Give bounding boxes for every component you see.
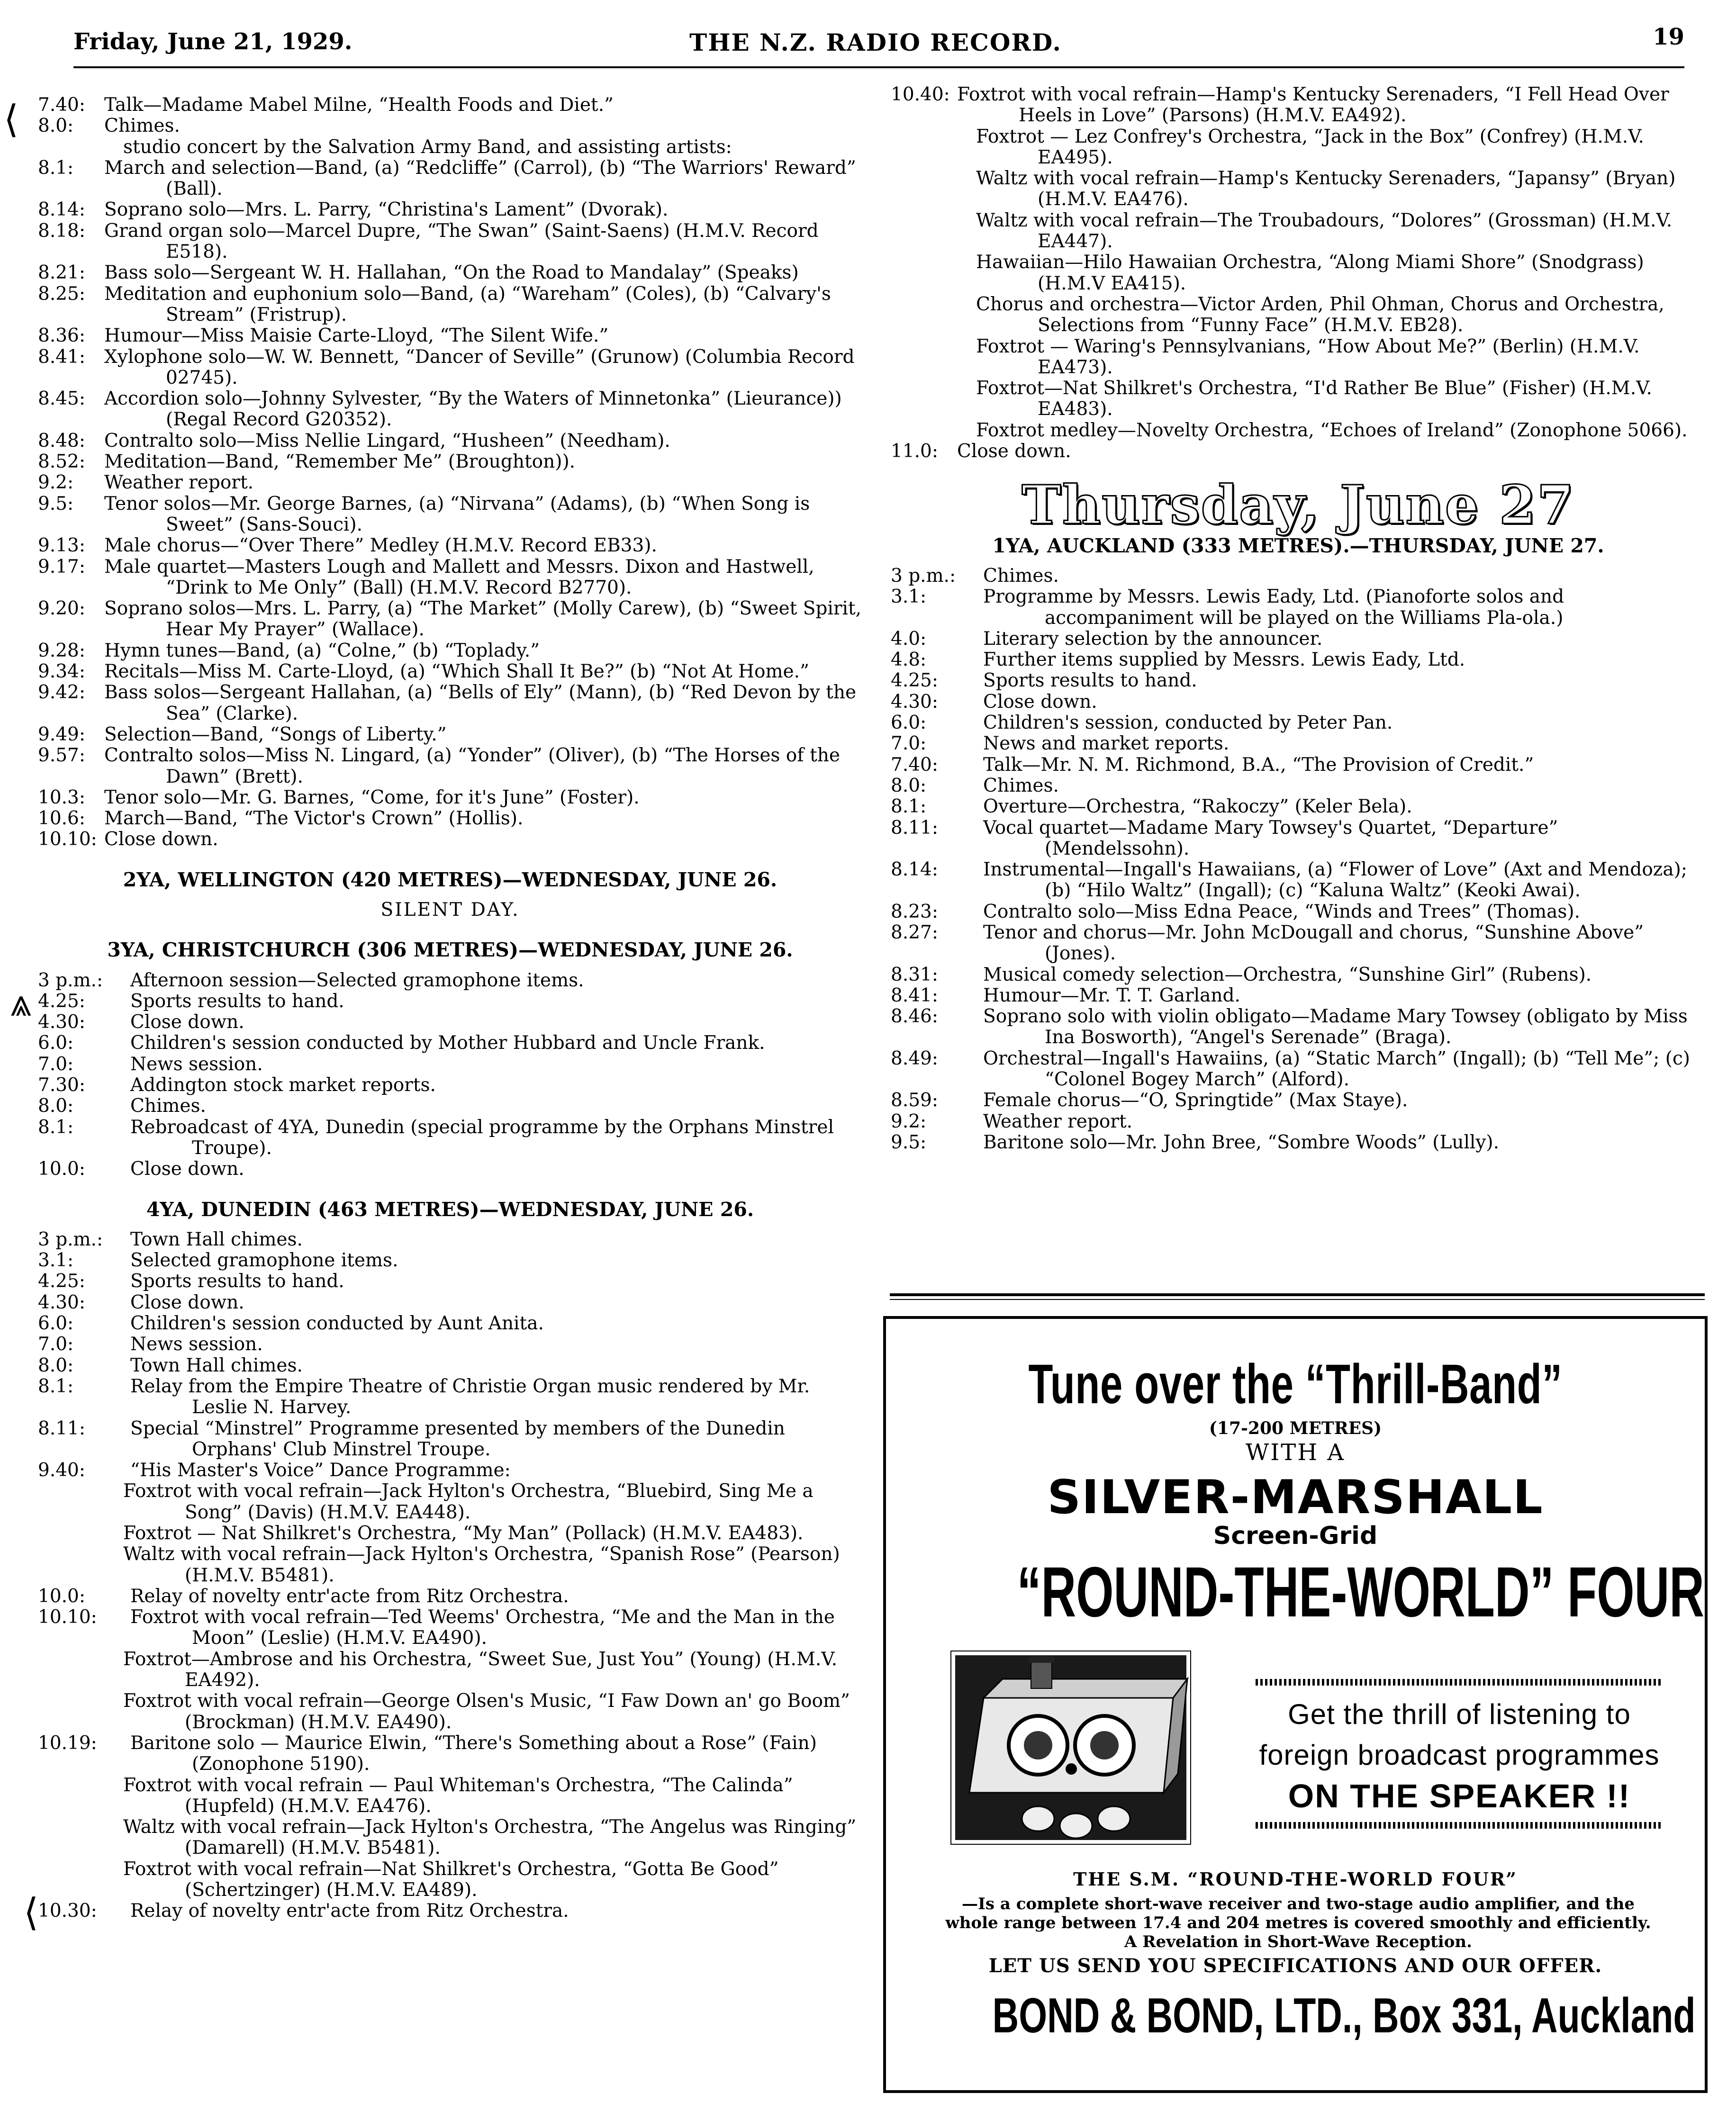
programme-time: 10.10: [38, 829, 97, 850]
programme-time: 4.30: [891, 691, 938, 713]
programme-description: Relay from the Empire Theatre of Christie Organ music rendered by Mr. Leslie N. Harvey. [130, 1375, 810, 1418]
programme-time: 7.0: [38, 1334, 74, 1355]
programme-entry [38, 745, 862, 787]
page-number: 19 [1653, 24, 1684, 50]
programme-description: Male chorus—“Over There” Medley (H.M.V. Record EB33). [104, 535, 657, 557]
masthead-rule [73, 66, 1684, 68]
programme-description: Chimes. [130, 1095, 206, 1117]
ad-metres: (17-200 METRES) [1209, 1418, 1382, 1438]
programme-description: March—Band, “The Victor's Crown” (Hollis). [104, 808, 524, 830]
programme-description: Programme by Messrs. Lewis Eady, Ltd. (Pianoforte solos and accompaniment will be played on the Williams Pla-ola.) [983, 586, 1564, 629]
programme-entry [38, 682, 862, 724]
programme-list-christchurch [38, 970, 862, 1180]
programme-description: Sports results to hand. [983, 670, 1197, 692]
programme-time: 4.8: [891, 649, 927, 671]
programme-time: 10.0: [38, 1585, 85, 1607]
programme-time: 9.17: [38, 556, 85, 577]
ad-screen-grid: Screen-Grid [1213, 1522, 1378, 1550]
programme-time: 7.40: [38, 94, 85, 116]
programme-entry [891, 1132, 1706, 1153]
programme-entry [38, 1334, 862, 1355]
programme-time: 8.59: [891, 1090, 938, 1111]
programme-time: 8.14: [891, 859, 938, 881]
programme-entry [891, 985, 1706, 1006]
programme-description: Weather report. [983, 1110, 1133, 1132]
programme-description: Waltz with vocal refrain—Jack Hylton's Orchestra, “Spanish Rose” (Pearson) (H.M.V. B5481). [123, 1543, 840, 1586]
programme-description: Town Hall chimes. [130, 1354, 303, 1376]
programme-time: 10.0: [38, 1158, 85, 1180]
left-column [38, 95, 862, 1922]
programme-time: 8.46: [891, 1006, 938, 1028]
programme-time: 10.19: [38, 1732, 97, 1754]
programme-entry [38, 1117, 862, 1159]
programme-entry [38, 199, 862, 220]
programme-description: Grand organ solo—Marcel Dupre, “The Swan” (Saint-Saens) (H.M.V. Record E518). [104, 220, 819, 263]
programme-description: Meditation and euphonium solo—Band, (a) “Wareham” (Coles), (b) “Calvary's Stream” (Fristrup). [104, 283, 831, 325]
ad-thrill-line-2: foreign broadcast programmes [1259, 1739, 1660, 1771]
programme-description: News session. [130, 1053, 263, 1075]
programme-time: 10.40: [891, 84, 950, 105]
programme-description: Foxtrot—Nat Shilkret's Orchestra, “I'd Rather Be Blue” (Fisher) (H.M.V. EA483). [976, 378, 1652, 420]
programme-time: 9.57: [38, 745, 85, 767]
programme-time: 9.42: [38, 682, 85, 704]
programme-time: 7.30: [38, 1074, 85, 1096]
programme-description: Relay of novelty entr'acte from Ritz Orchestra. [130, 1900, 569, 1922]
programme-time: 7.0: [38, 1053, 74, 1075]
programme-entry [38, 1544, 862, 1586]
margin-mark-icon: ⟨ [24, 1890, 39, 1934]
programme-time: 4.0: [891, 628, 927, 650]
programme-description: studio concert by the Salvation Army Band, and assisting artists: [123, 136, 732, 158]
programme-time: 8.45: [38, 388, 85, 410]
programme-description: Weather report. [104, 472, 254, 494]
ad-desc-line-3: A Revelation in Short-Wave Reception. [1124, 1932, 1472, 1951]
programme-entry [38, 1691, 862, 1733]
programme-time: 10.30: [38, 1900, 97, 1922]
programme-time: 11.0: [891, 441, 938, 462]
programme-time: 9.2: [38, 472, 74, 494]
programme-time: 8.11: [38, 1417, 85, 1439]
programme-entry [891, 692, 1706, 713]
programme-entry [38, 808, 862, 829]
programme-list-continued [891, 84, 1706, 462]
programme-description: Children's session conducted by Mother Hubbard and Uncle Frank. [130, 1032, 765, 1054]
programme-description: Musical comedy selection—Orchestra, “Sunshine Girl” (Rubens). [983, 964, 1592, 985]
programme-entry [891, 776, 1706, 796]
programme-entry [38, 535, 862, 556]
programme-time: 3 p.m.: [38, 1228, 103, 1250]
programme-time: 8.0: [38, 1354, 74, 1376]
programme-description: March and selection—Band, (a) “Redcliffe” (Carrol), (b) “The Warriors' Reward” (Ball). [104, 157, 856, 200]
programme-description: Foxtrot with vocal refrain—Jack Hylton's Orchestra, “Bluebird, Sing Me a Song” (Davis) (H.M.V. EA448). [123, 1480, 814, 1523]
programme-entry [38, 494, 862, 536]
programme-description: Close down. [104, 829, 218, 850]
programme-time: 7.0: [891, 733, 927, 755]
issue-date: Friday, June 21, 1929. [73, 28, 353, 55]
programme-entry [891, 252, 1706, 294]
programme-time: 3 p.m.: [38, 969, 103, 991]
programme-entry [891, 902, 1706, 922]
programme-entry [891, 629, 1706, 650]
programme-time: 8.31: [891, 964, 938, 985]
programme-description: Contralto solo—Miss Nellie Lingard, “Husheen” (Needham). [104, 430, 670, 451]
programme-description: Bass solo—Sergeant W. H. Hallahan, “On the Road to Mandalay” (Speaks) [104, 262, 799, 284]
margin-mark-icon: ⩓ [10, 981, 32, 1025]
masthead [73, 24, 1684, 66]
programme-time: 8.0: [38, 1095, 74, 1117]
programme-time: 8.1: [38, 1375, 74, 1397]
programme-entry [891, 670, 1706, 691]
programme-description: Hawaiian—Hilo Hawaiian Orchestra, “Along Miami Shore” (Snodgrass) (H.M.V EA415). [976, 252, 1644, 294]
programme-list-dunedin [38, 1229, 862, 1922]
ad-dotted-rule [1256, 1679, 1663, 1686]
programme-description: Humour—Miss Maisie Carte-Lloyd, “The Silent Wife.” [104, 325, 609, 347]
programme-description: Soprano solos—Mrs. L. Parry, (a) “The Market” (Molly Carew), (b) “Sweet Spirit, Hear My Prayer” (Wallace). [104, 598, 862, 641]
programme-description: Town Hall chimes. [130, 1228, 303, 1250]
programme-entry [891, 566, 1706, 586]
programme-time: 8.14: [38, 199, 85, 221]
silent-day-note: SILENT DAY. [380, 899, 520, 920]
programme-entry [38, 1376, 862, 1418]
programme-entry [891, 755, 1706, 776]
programme-entry [38, 347, 862, 389]
programme-entry [38, 1817, 862, 1859]
programme-entry [891, 650, 1706, 670]
programme-entry [38, 1159, 862, 1180]
programme-time: 4.30: [38, 1011, 85, 1033]
programme-entry [891, 210, 1706, 253]
programme-entry [38, 1901, 862, 1922]
programme-time: 10.6: [38, 808, 85, 830]
programme-entry [891, 859, 1706, 902]
programme-description: Selected gramophone items. [130, 1250, 398, 1272]
programme-description: Further items supplied by Messrs. Lewis Eady, Ltd. [983, 649, 1465, 671]
programme-entry [891, 336, 1706, 379]
programme-description: News and market reports. [983, 733, 1230, 755]
publication-title: THE N.Z. RADIO RECORD. [689, 28, 1062, 56]
ad-top-rule [890, 1293, 1705, 1296]
programme-description: Foxtrot with vocal refrain—Ted Weems' Orchestra, “Me and the Man in the Moon” (Leslie) (H.M.V. EA490). [130, 1606, 835, 1649]
programme-entry [38, 137, 862, 158]
programme-time: 8.1: [38, 157, 74, 179]
programme-description: Orchestral—Ingall's Hawaiins, (a) “Static March” (Ingall); (b) “Tell Me”; (c) “Colonel Bogey March” (Alford). [983, 1047, 1691, 1091]
programme-entry [38, 1523, 862, 1544]
programme-time: 8.23: [891, 901, 938, 922]
programme-description: Contralto solo—Miss Edna Peace, “Winds and Trees” (Thomas). [983, 901, 1581, 922]
programme-entry [38, 1012, 862, 1033]
programme-time: 8.48: [38, 430, 85, 451]
programme-entry [891, 420, 1706, 441]
programme-description: Humour—Mr. T. T. Garland. [983, 984, 1240, 1006]
programme-entry [38, 1859, 862, 1901]
programme-entry [38, 1418, 862, 1461]
programme-entry [891, 168, 1706, 210]
programme-description: Chimes. [983, 775, 1059, 796]
programme-entry [38, 116, 862, 136]
programme-description: Female chorus—“O, Springtide” (Max Staye). [983, 1090, 1408, 1111]
programme-description: Waltz with vocal refrain—Jack Hylton's Orchestra, “The Angelus was Ringing” (Damarell) (H.M.V. B5481). [123, 1816, 857, 1859]
programme-entry [891, 713, 1706, 733]
programme-entry [38, 1481, 862, 1523]
programme-time: 8.41: [38, 346, 85, 368]
programme-description: Tenor solo—Mr. G. Barnes, “Come, for it's June” (Foster). [104, 786, 640, 808]
programme-time: 3.1: [891, 586, 927, 608]
ad-top-rule-thin [890, 1299, 1705, 1300]
programme-entry [891, 586, 1706, 629]
programme-entry [38, 1096, 862, 1117]
programme-time: 8.21: [38, 262, 85, 284]
ad-with: WITH A [1245, 1439, 1346, 1466]
programme-time: 4.25: [38, 1271, 85, 1292]
programme-time: 9.34: [38, 661, 85, 683]
programme-description: Afternoon session—Selected gramophone items. [130, 969, 584, 991]
programme-time: 8.49: [891, 1047, 938, 1069]
programme-description: Recitals—Miss M. Carte-Lloyd, (a) “Which Shall It Be?” (b) “Not At Home.” [104, 661, 809, 683]
ad-sm-heading: THE S.M. “ROUND-THE-WORLD FOUR” [1073, 1868, 1518, 1890]
programme-entry [38, 1075, 862, 1096]
programme-entry [38, 284, 862, 326]
programme-entry [38, 325, 862, 346]
programme-entry [38, 1649, 862, 1691]
programme-time: 9.40: [38, 1460, 85, 1481]
programme-description: Soprano solo—Mrs. L. Parry, “Christina's Lament” (Dvorak). [104, 199, 669, 221]
programme-time: 8.1: [891, 796, 927, 818]
programme-description: Addington stock market reports. [130, 1074, 436, 1096]
programme-entry [38, 221, 862, 263]
programme-entry [38, 431, 862, 451]
programme-list-auckland [891, 566, 1706, 1153]
programme-entry [38, 1292, 862, 1313]
programme-description: Tenor and chorus—Mr. John McDougall and chorus, “Sunshine Above” (Jones). [983, 921, 1644, 965]
programme-entry [891, 733, 1706, 754]
programme-entry [38, 641, 862, 661]
ad-product-name: “ROUND-THE-WORLD” FOUR [1017, 1552, 1704, 1632]
programme-description: Children's session, conducted by Peter Pan. [983, 712, 1393, 734]
ad-dotted-rule [1256, 1822, 1663, 1829]
programme-time: 8.1: [38, 1116, 74, 1138]
programme-description: Tenor solos—Mr. George Barnes, (a) “Nirvana” (Adams), (b) “When Song is Sweet” (Sans-Souci). [104, 493, 810, 535]
programme-description: News session. [130, 1334, 263, 1355]
programme-time: 9.20: [38, 598, 85, 620]
ad-thrill-line-3: ON THE SPEAKER !! [1288, 1777, 1631, 1814]
programme-time: 9.2: [891, 1110, 927, 1132]
programme-description: Sports results to hand. [130, 990, 344, 1012]
programme-description: Children's session conducted by Aunt Anita. [130, 1313, 544, 1335]
programme-entry [891, 1090, 1706, 1111]
programme-time: 6.0: [38, 1032, 74, 1054]
programme-entry [891, 818, 1706, 860]
programme-entry [38, 557, 862, 599]
margin-mark-icon: ⟨ [4, 97, 19, 141]
programme-time: 8.36: [38, 325, 85, 347]
ad-description [929, 1894, 1668, 1951]
programme-description: Talk—Madame Mabel Milne, “Health Foods and Diet.” [104, 94, 614, 116]
programme-description: Close down. [130, 1011, 244, 1033]
programme-description: Bass solos—Sergeant Hallahan, (a) “Bells of Ely” (Mann), (b) “Red Devon by the Sea” (Clarke). [104, 682, 857, 724]
ad-desc-line-1: —Is a complete short-wave receiver and two-stage audio amplifier, and the [961, 1894, 1635, 1913]
programme-description: Talk—Mr. N. M. Richmond, B.A., “The Provision of Credit.” [983, 754, 1534, 776]
programme-time: 9.5: [891, 1131, 927, 1153]
programme-entry [891, 1006, 1706, 1048]
programme-entry [38, 724, 862, 745]
programme-entry [891, 1048, 1706, 1091]
programme-description: Soprano solo with violin obligato—Madame Mary Towsey (obligato by Miss Ina Bosworth), “Angel's Serenade” (Braga). [983, 1006, 1688, 1048]
programme-time: 8.27: [891, 921, 938, 943]
programme-time: 10.3: [38, 786, 85, 808]
programme-entry [38, 1033, 862, 1054]
programme-time: 8.11: [891, 817, 938, 839]
programme-entry [38, 1229, 862, 1250]
programme-entry [891, 84, 1706, 126]
programme-entry [38, 262, 862, 283]
ad-advertiser: BOND & BOND, LTD., Box 331, Auckland [992, 1988, 1696, 2043]
programme-description: Close down. [130, 1158, 244, 1180]
section-heading-wellington: 2YA, WELLINGTON (420 METRES)—WEDNESDAY, JUNE 26. [123, 868, 778, 891]
programme-entry [891, 965, 1706, 985]
programme-entry [38, 158, 862, 200]
programme-description: Close down. [983, 691, 1097, 713]
programme-description: Foxtrot medley—Novelty Orchestra, “Echoes of Ireland” (Zonophone 5066). [976, 419, 1688, 441]
programme-description: Foxtrot with vocal refrain—George Olsen's Music, “I Faw Down an' go Boom” (Brockman) (H.M.V. EA490). [123, 1690, 850, 1733]
programme-entry [38, 970, 862, 991]
programme-entry [891, 922, 1706, 965]
programme-time: 8.41: [891, 984, 938, 1006]
right-column [891, 84, 1706, 1153]
programme-time: 7.40: [891, 754, 938, 776]
programme-description: “His Master's Voice” Dance Programme: [130, 1460, 511, 1481]
programme-entry [38, 787, 862, 808]
programme-description: Relay of novelty entr'acte from Ritz Orchestra. [130, 1585, 569, 1607]
programme-time: 4.25: [891, 670, 938, 692]
ad-brand: SILVER-MARSHALL [1047, 1470, 1544, 1525]
programme-time: 4.25: [38, 990, 85, 1012]
programme-entry [38, 472, 862, 493]
ad-headline: Tune over the “Thrill-Band” [1028, 1353, 1563, 1416]
programme-entry [38, 598, 862, 641]
programme-description: Foxtrot with vocal refrain—Hamp's Kentucky Serenaders, “I Fell Head Over Heels in Love” (Parsons) (H.M.V. EA492). [957, 84, 1669, 126]
programme-entry [38, 1313, 862, 1334]
programme-description: Male quartet—Masters Lough and Mallett and Messrs. Dixon and Hastwell, “Drink to Me Only” (Ball) (H.M.V. Record B2770). [104, 556, 814, 598]
programme-description: Xylophone solo—W. W. Bennett, “Dancer of Seville” (Grunow) (Columbia Record 02745). [104, 346, 855, 388]
programme-description: Foxtrot with vocal refrain — Paul Whiteman's Orchestra, “The Calinda” (Hupfeld) (H.M.V. EA476). [123, 1774, 793, 1817]
section-heading-auckland: 1YA, AUCKLAND (333 METRES).—THURSDAY, JUNE 27. [992, 534, 1604, 557]
programme-description: Hymn tunes—Band, (a) “Colne,” (b) “Toplady.” [104, 640, 540, 661]
programme-entry [38, 661, 862, 682]
programme-entry [891, 1111, 1706, 1132]
programme-description: Baritone solo — Maurice Elwin, “There's Something about a Rose” (Fain) (Zonophone 5190). [130, 1732, 817, 1775]
programme-entry [38, 1607, 862, 1649]
programme-description: Baritone solo—Mr. John Bree, “Sombre Woods” (Lully). [983, 1131, 1500, 1153]
programme-entry [38, 1054, 862, 1075]
programme-description: Chimes. [983, 565, 1059, 586]
programme-time: 9.5: [38, 493, 74, 514]
programme-description: Selection—Band, “Songs of Liberty.” [104, 723, 447, 745]
programme-description: Vocal quartet—Madame Mary Towsey's Quartet, “Departure” (Mendelssohn). [983, 817, 1558, 859]
programme-time: 6.0: [891, 712, 927, 734]
programme-description: Rebroadcast of 4YA, Dunedin (special programme by the Orphans Minstrel Troupe). [130, 1116, 834, 1159]
programme-description: Foxtrot — Lez Confrey's Orchestra, “Jack in the Box” (Confrey) (H.M.V. EA495). [976, 126, 1644, 168]
programme-description: Foxtrot—Ambrose and his Orchestra, “Sweet Sue, Just You” (Young) (H.M.V. EA492). [123, 1648, 838, 1691]
programme-description: Chorus and orchestra—Victor Arden, Phil Ohman, Chorus and Orchestra, Selections from “Funny Face” (H.M.V. EB28). [976, 293, 1664, 336]
programme-entry [38, 829, 862, 850]
programme-entry [38, 991, 862, 1012]
programme-description: Foxtrot with vocal refrain—Nat Shilkret's Orchestra, “Gotta Be Good” (Schertzinger) (H.M.V. EA489). [123, 1858, 779, 1901]
programme-time: 8.0: [38, 115, 74, 137]
programme-time: 4.30: [38, 1291, 85, 1313]
programme-entry [38, 451, 862, 472]
programme-description: Special “Minstrel” Programme presented by members of the Dunedin Orphans' Club Minstrel Troupe. [130, 1417, 785, 1460]
programme-description: Meditation—Band, “Remember Me” (Broughton)). [104, 451, 576, 473]
programme-entry [38, 1733, 862, 1775]
programme-entry [38, 1460, 862, 1481]
programme-description: Foxtrot — Nat Shilkret's Orchestra, “My Man” (Pollack) (H.M.V. EA483). [123, 1523, 804, 1544]
programme-list-top [38, 95, 862, 850]
programme-time: 3 p.m.: [891, 565, 956, 586]
section-heading-christchurch: 3YA, CHRISTCHURCH (306 METRES)—WEDNESDAY, JUNE 26. [107, 938, 793, 962]
programme-description: Accordion solo—Johnny Sylvester, “By the Waters of Minnetonka” (Lieurance)) (Regal Record G20352). [104, 388, 842, 431]
programme-time: 6.0: [38, 1313, 74, 1335]
programme-entry [38, 1271, 862, 1292]
programme-entry [38, 1586, 862, 1607]
programme-time: 8.0: [891, 775, 927, 796]
programme-time: 3.1: [38, 1250, 74, 1272]
programme-time: 9.28: [38, 640, 85, 661]
programme-description: Chimes. [104, 115, 180, 137]
programme-description: Waltz with vocal refrain—The Troubadours, “Dolores” (Grossman) (H.M.V. EA447). [976, 209, 1673, 253]
section-heading-dunedin: 4YA, DUNEDIN (463 METRES)—WEDNESDAY, JUNE 26. [146, 1198, 754, 1221]
ad-desc-line-2: whole range between 17.4 and 204 metres is covered smoothly and efficiently. [945, 1913, 1651, 1932]
programme-description: Close down. [957, 441, 1071, 462]
programme-entry [38, 1355, 862, 1376]
programme-time: 8.25: [38, 283, 85, 305]
programme-description: Waltz with vocal refrain—Hamp's Kentucky Serenaders, “Japansy” (Bryan) (H.M.V. EA476). [976, 168, 1676, 210]
programme-entry [891, 441, 1706, 462]
programme-description: Sports results to hand. [130, 1271, 344, 1292]
programme-time: 8.52: [38, 451, 85, 473]
programme-entry [891, 796, 1706, 817]
programme-time: 9.49: [38, 723, 85, 745]
programme-time: 9.13: [38, 535, 85, 557]
radio-receiver-icon [950, 1651, 1191, 1845]
day-heading-thursday: Thursday, June 27 [1022, 474, 1575, 537]
programme-entry [38, 1775, 862, 1817]
programme-description: Foxtrot — Waring's Pennsylvanians, “How About Me?” (Berlin) (H.M.V. EA473). [976, 335, 1640, 378]
programme-description: Literary selection by the announcer. [983, 628, 1323, 650]
programme-time: 8.18: [38, 220, 85, 242]
ad-thrill-line-1: Get the thrill of listening to [1288, 1698, 1631, 1730]
programme-description: Overture—Orchestra, “Rakoczy” (Keler Bela). [983, 796, 1412, 818]
programme-description: Close down. [130, 1291, 244, 1313]
programme-description: Contralto solos—Miss N. Lingard, (a) “Yonder” (Oliver), (b) “The Horses of the Dawn” (Brett). [104, 745, 840, 787]
programme-time: 10.10: [38, 1606, 97, 1628]
programme-entry [38, 1250, 862, 1271]
programme-entry [891, 126, 1706, 169]
ad-call-to-action: LET US SEND YOU SPECIFICATIONS AND OUR OFFER. [988, 1955, 1602, 1977]
ad-thrill-text [1246, 1694, 1673, 1816]
programme-entry [38, 388, 862, 431]
programme-entry [891, 294, 1706, 336]
silver-marshall-advertisement [883, 1316, 1708, 2093]
programme-entry [38, 95, 862, 116]
programme-entry [891, 378, 1706, 420]
programme-description: Instrumental—Ingall's Hawaiians, (a) “Flower of Love” (Axt and Mendoza); (b) “Hilo Waltz” (Ingall); (c) “Kaluna Waltz” (Keoki Awai). [983, 859, 1687, 902]
